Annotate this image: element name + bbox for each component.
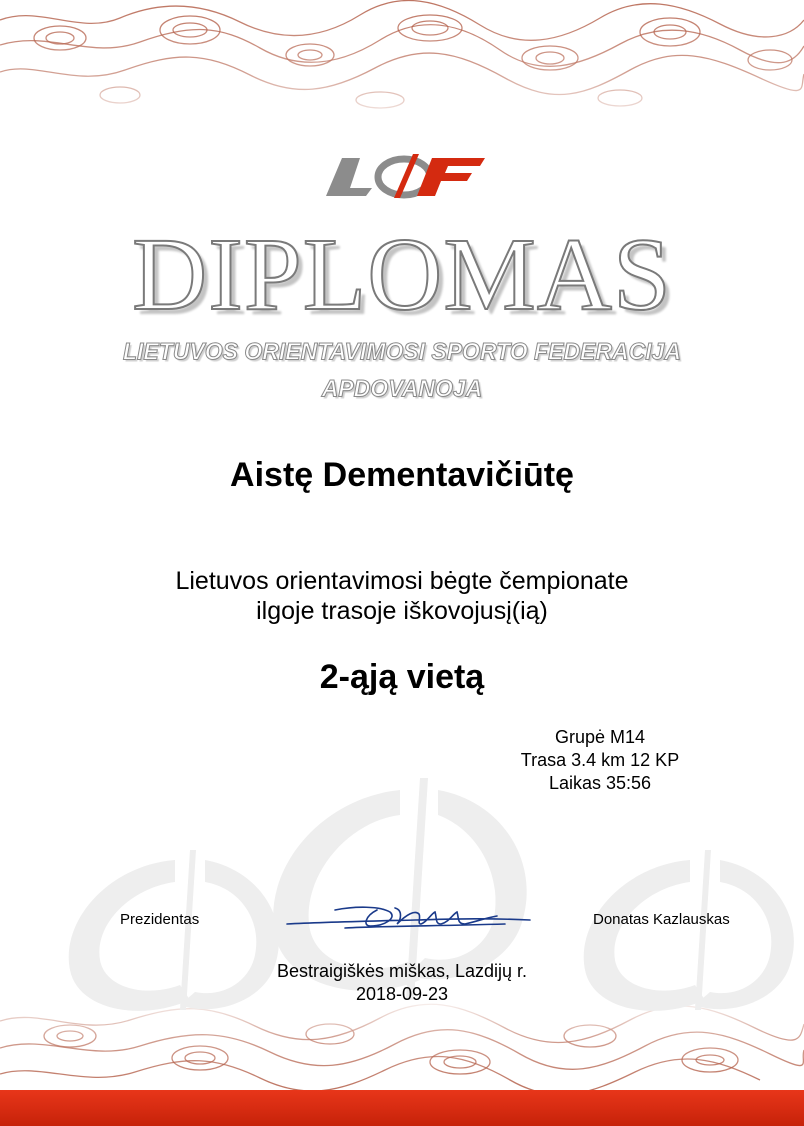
federation-name: LIETUVOS ORIENTAVIMOSI SPORTO FEDERACIJA	[122, 337, 682, 365]
time-label: Laikas 35:56	[548, 773, 652, 793]
president-name: Donatas Kazlauskas	[593, 911, 730, 928]
event-line-1: Lietuvos orientavimosi bėgte čempionate	[175, 567, 629, 595]
course-label: Trasa 3.4 km 12 KP	[520, 750, 680, 770]
topo-pattern-top	[0, 0, 804, 130]
recipient-name: Aistę Dementavičiūtę	[230, 456, 574, 494]
president-label: Prezidentas	[120, 911, 200, 928]
federation-awards: APDOVANOJA	[321, 374, 483, 402]
place-achieved: 2-ąją vietą	[319, 658, 485, 696]
lof-logo-icon	[320, 152, 490, 200]
group-label: Grupė M14	[554, 727, 646, 747]
diploma-title: DIPLOMAS	[132, 217, 672, 332]
event-description	[0, 566, 804, 626]
venue-label: Bestraigiškės miškas, Lazdijų r.	[276, 961, 528, 981]
topo-border-top	[0, 0, 804, 130]
venue-and-date	[0, 960, 804, 1006]
signature-image	[285, 896, 535, 936]
event-line-2: ilgoje trasoje iškovojusį(ią)	[256, 597, 548, 625]
red-footer-band	[0, 1090, 804, 1126]
race-details	[480, 726, 720, 795]
date-label: 2018-09-23	[355, 984, 449, 1004]
